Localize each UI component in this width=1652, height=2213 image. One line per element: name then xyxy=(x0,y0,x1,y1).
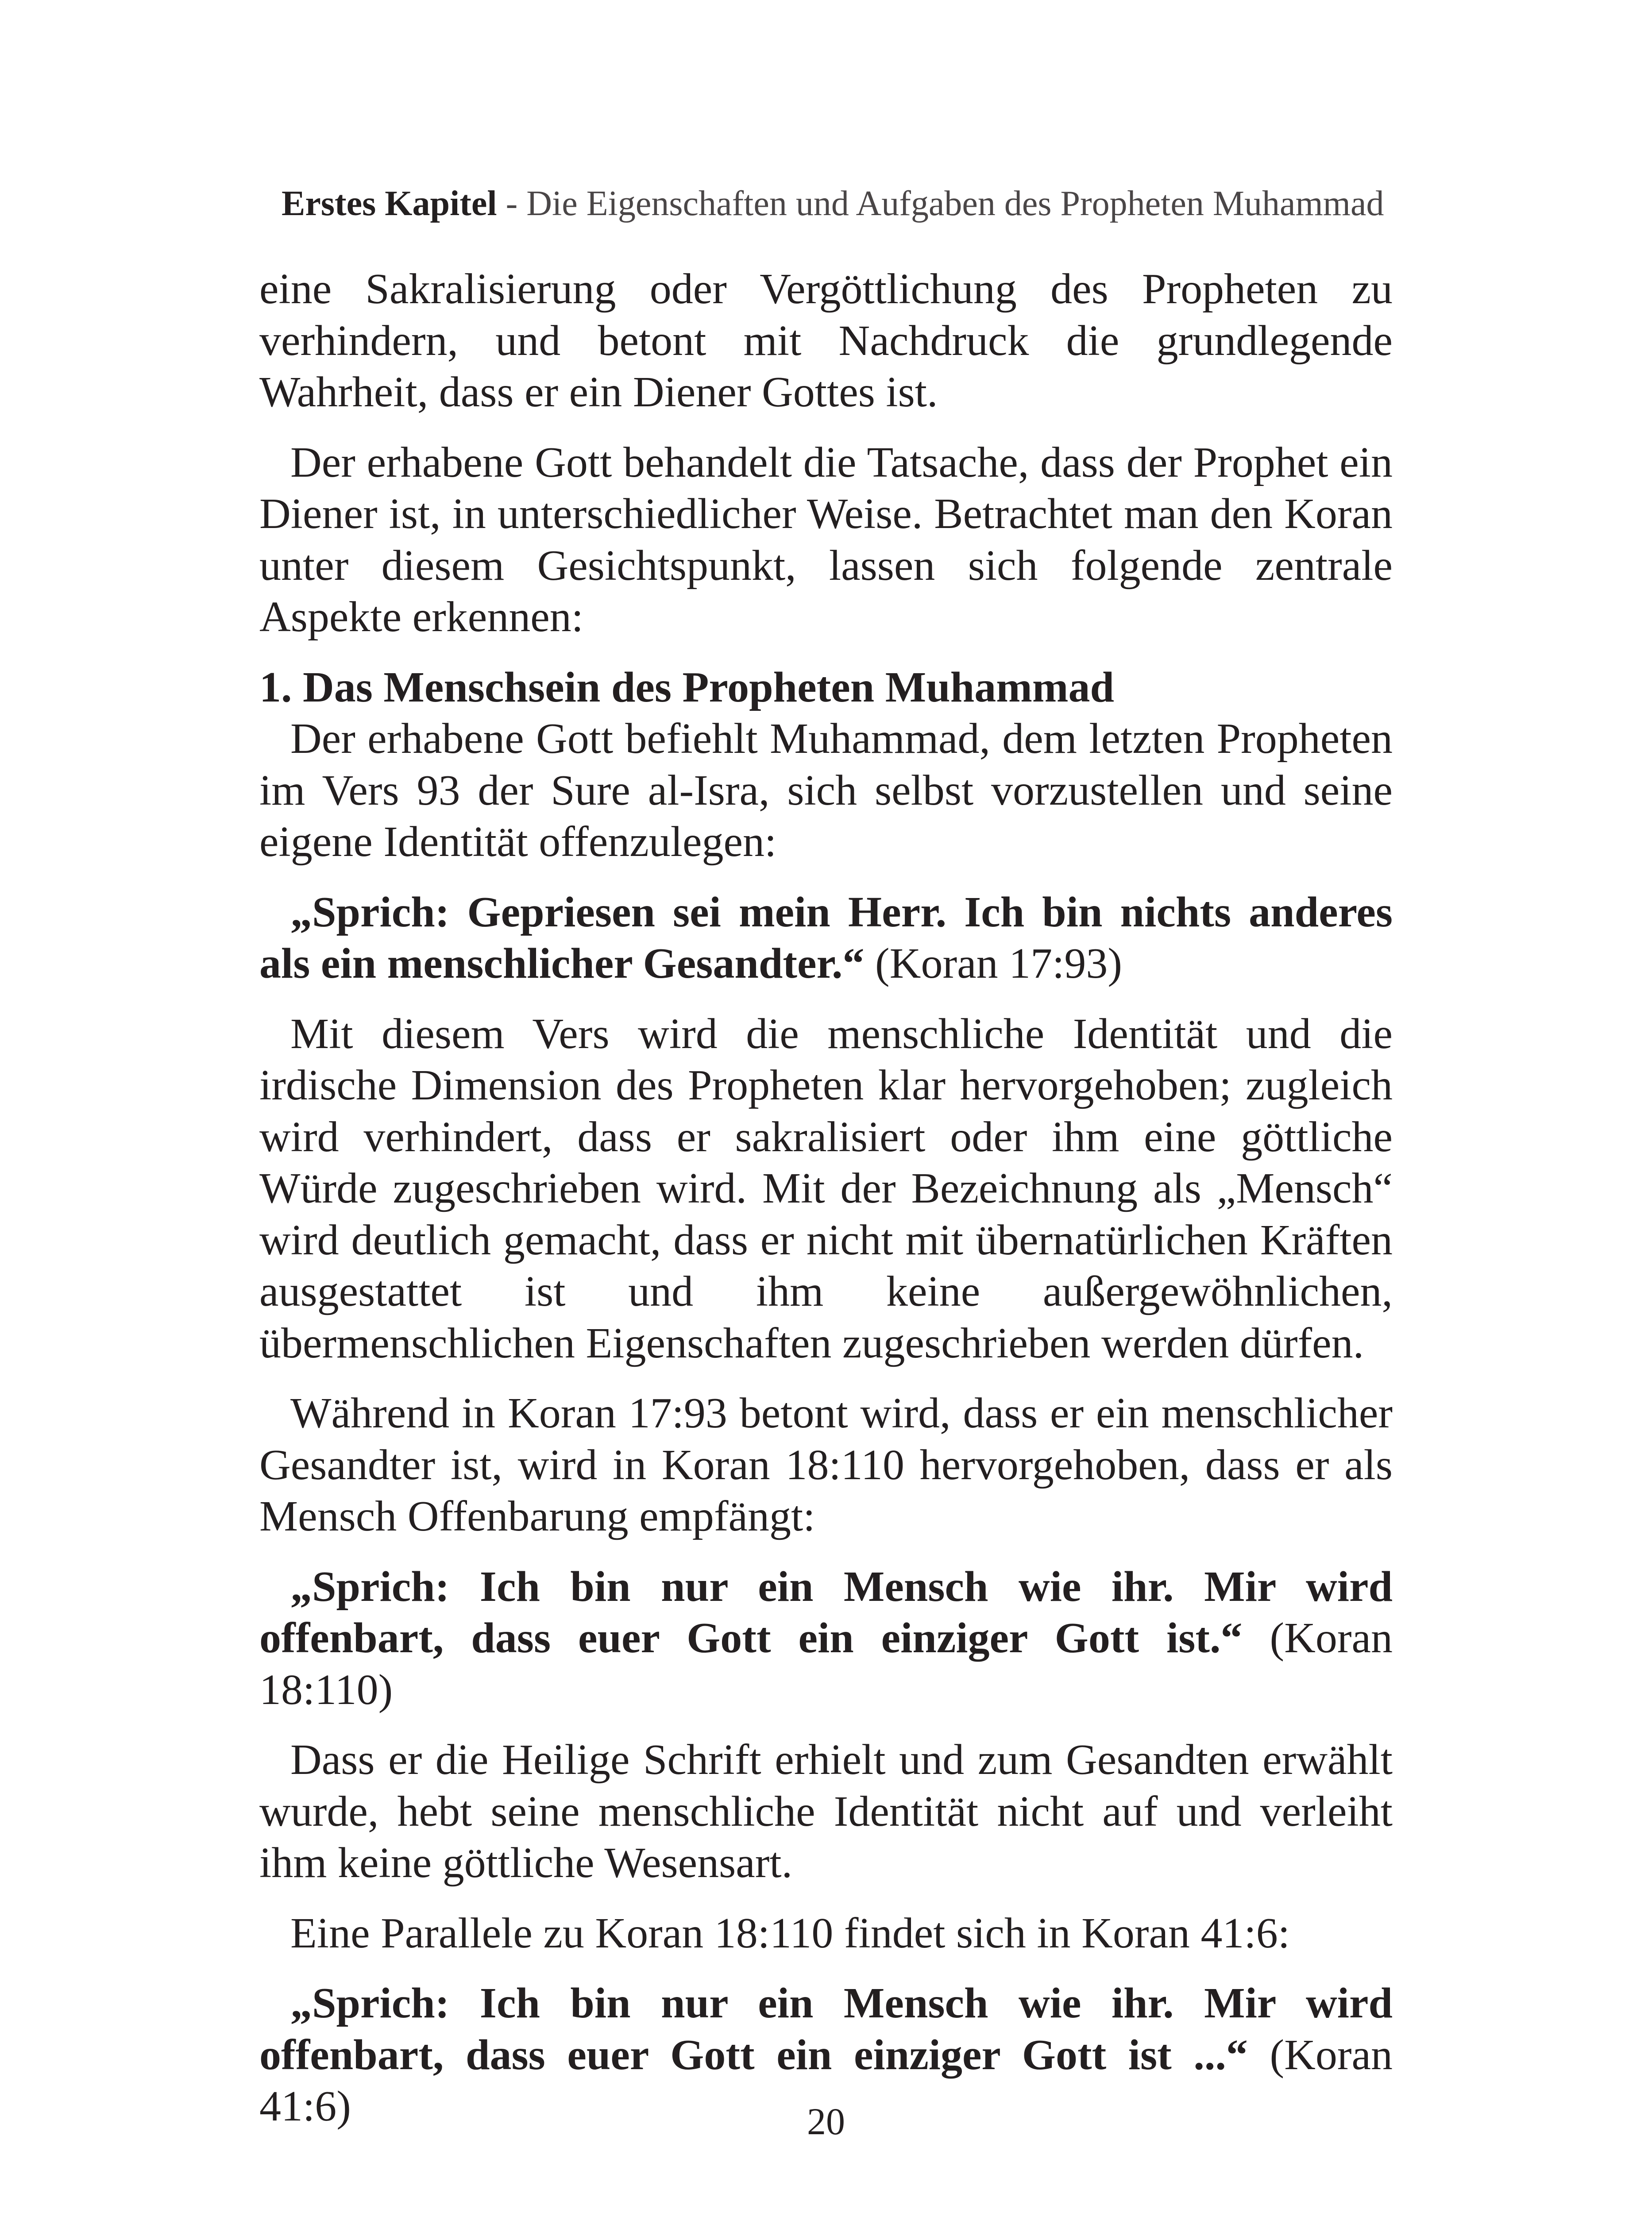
paragraph-4: Mit diesem Vers wird die menschliche Identität und die irdische Dimension des Propheten klar hervorgehoben; zugleich wird verhindert, dass er sakralisiert oder ihm eine göttliche Würde zugeschrieben wird. Mit der Bezeichnung als „Mensch“ wird deutlich gemacht, dass er nicht mit übernatürlichen Kräften ausgestattet ist und ihm keine außergewöhnlichen, übermenschlichen Eigenschaften zugeschrieben werden dürfen. xyxy=(259,1010,1393,1367)
quote-2 xyxy=(259,1561,1393,1716)
running-head-separator: - xyxy=(497,184,527,223)
paragraph-5: Während in Koran 17:93 betont wird, dass er ein menschlicher Gesandter ist, wird in Koran 18:110 hervorgehoben, dass er als Mensch Offenbarung empfängt: xyxy=(259,1389,1393,1540)
quote-3-text: „Sprich: Ich bin nur ein Mensch wie ihr. Mir wird offenbart, dass euer Gott ein einziger Gott ist ...“ xyxy=(259,1979,1393,2079)
paragraph-2: Der erhabene Gott behandelt die Tatsache, dass der Prophet ein Diener ist, in unterschiedlicher Weise. Betrachtet man den Koran unter diesem Gesichtspunkt, lassen sich folgende zentrale Aspekte erkennen: xyxy=(259,438,1393,641)
quote-2-text: „Sprich: Ich bin nur ein Mensch wie ihr. Mir wird offenbart, dass euer Gott ein einziger Gott ist.“ xyxy=(259,1562,1393,1662)
section-heading: 1. Das Menschsein des Propheten Muhammad xyxy=(259,663,1115,711)
quote-1-text: „Sprich: Gepriesen sei mein Herr. Ich bin nichts anderes als ein menschlicher Gesandter.“ xyxy=(259,888,1393,987)
quote-3-reference: (Koran 41:6) xyxy=(259,2031,1393,2130)
paragraph-6: Dass er die Heilige Schrift erhielt und zum Gesandten erwählt wurde, hebt seine menschliche Identität nicht auf und verleiht ihm keine göttliche Wesensart. xyxy=(259,1736,1393,1887)
running-head-chapter: Erstes Kapitel xyxy=(282,184,497,223)
quote-1 xyxy=(259,887,1393,990)
paragraph-7: Eine Parallele zu Koran 18:110 findet sich in Koran 41:6: xyxy=(290,1909,1290,1957)
page-number: 20 xyxy=(807,2100,845,2143)
running-head-title: Die Eigenschaften und Aufgaben des Propheten Muhammad xyxy=(526,184,1384,223)
quote-2-reference: (Koran 18:110) xyxy=(259,1614,1393,1714)
running-head xyxy=(282,179,1388,228)
paragraph-1: eine Sakralisierung oder Vergöttlichung des Propheten zu verhindern, und betont mit Nachdruck die grundlegende Wahrheit, dass er ein Diener Gottes ist. xyxy=(259,265,1393,416)
paragraph-3: Der erhabene Gott befiehlt Muhammad, dem letzten Propheten im Vers 93 der Sure al-Isra, sich selbst vorzustellen und seine eigene Identität offenzulegen: xyxy=(259,715,1393,866)
quote-1-reference: (Koran 17:93) xyxy=(864,940,1122,987)
page-body xyxy=(259,263,1393,2132)
